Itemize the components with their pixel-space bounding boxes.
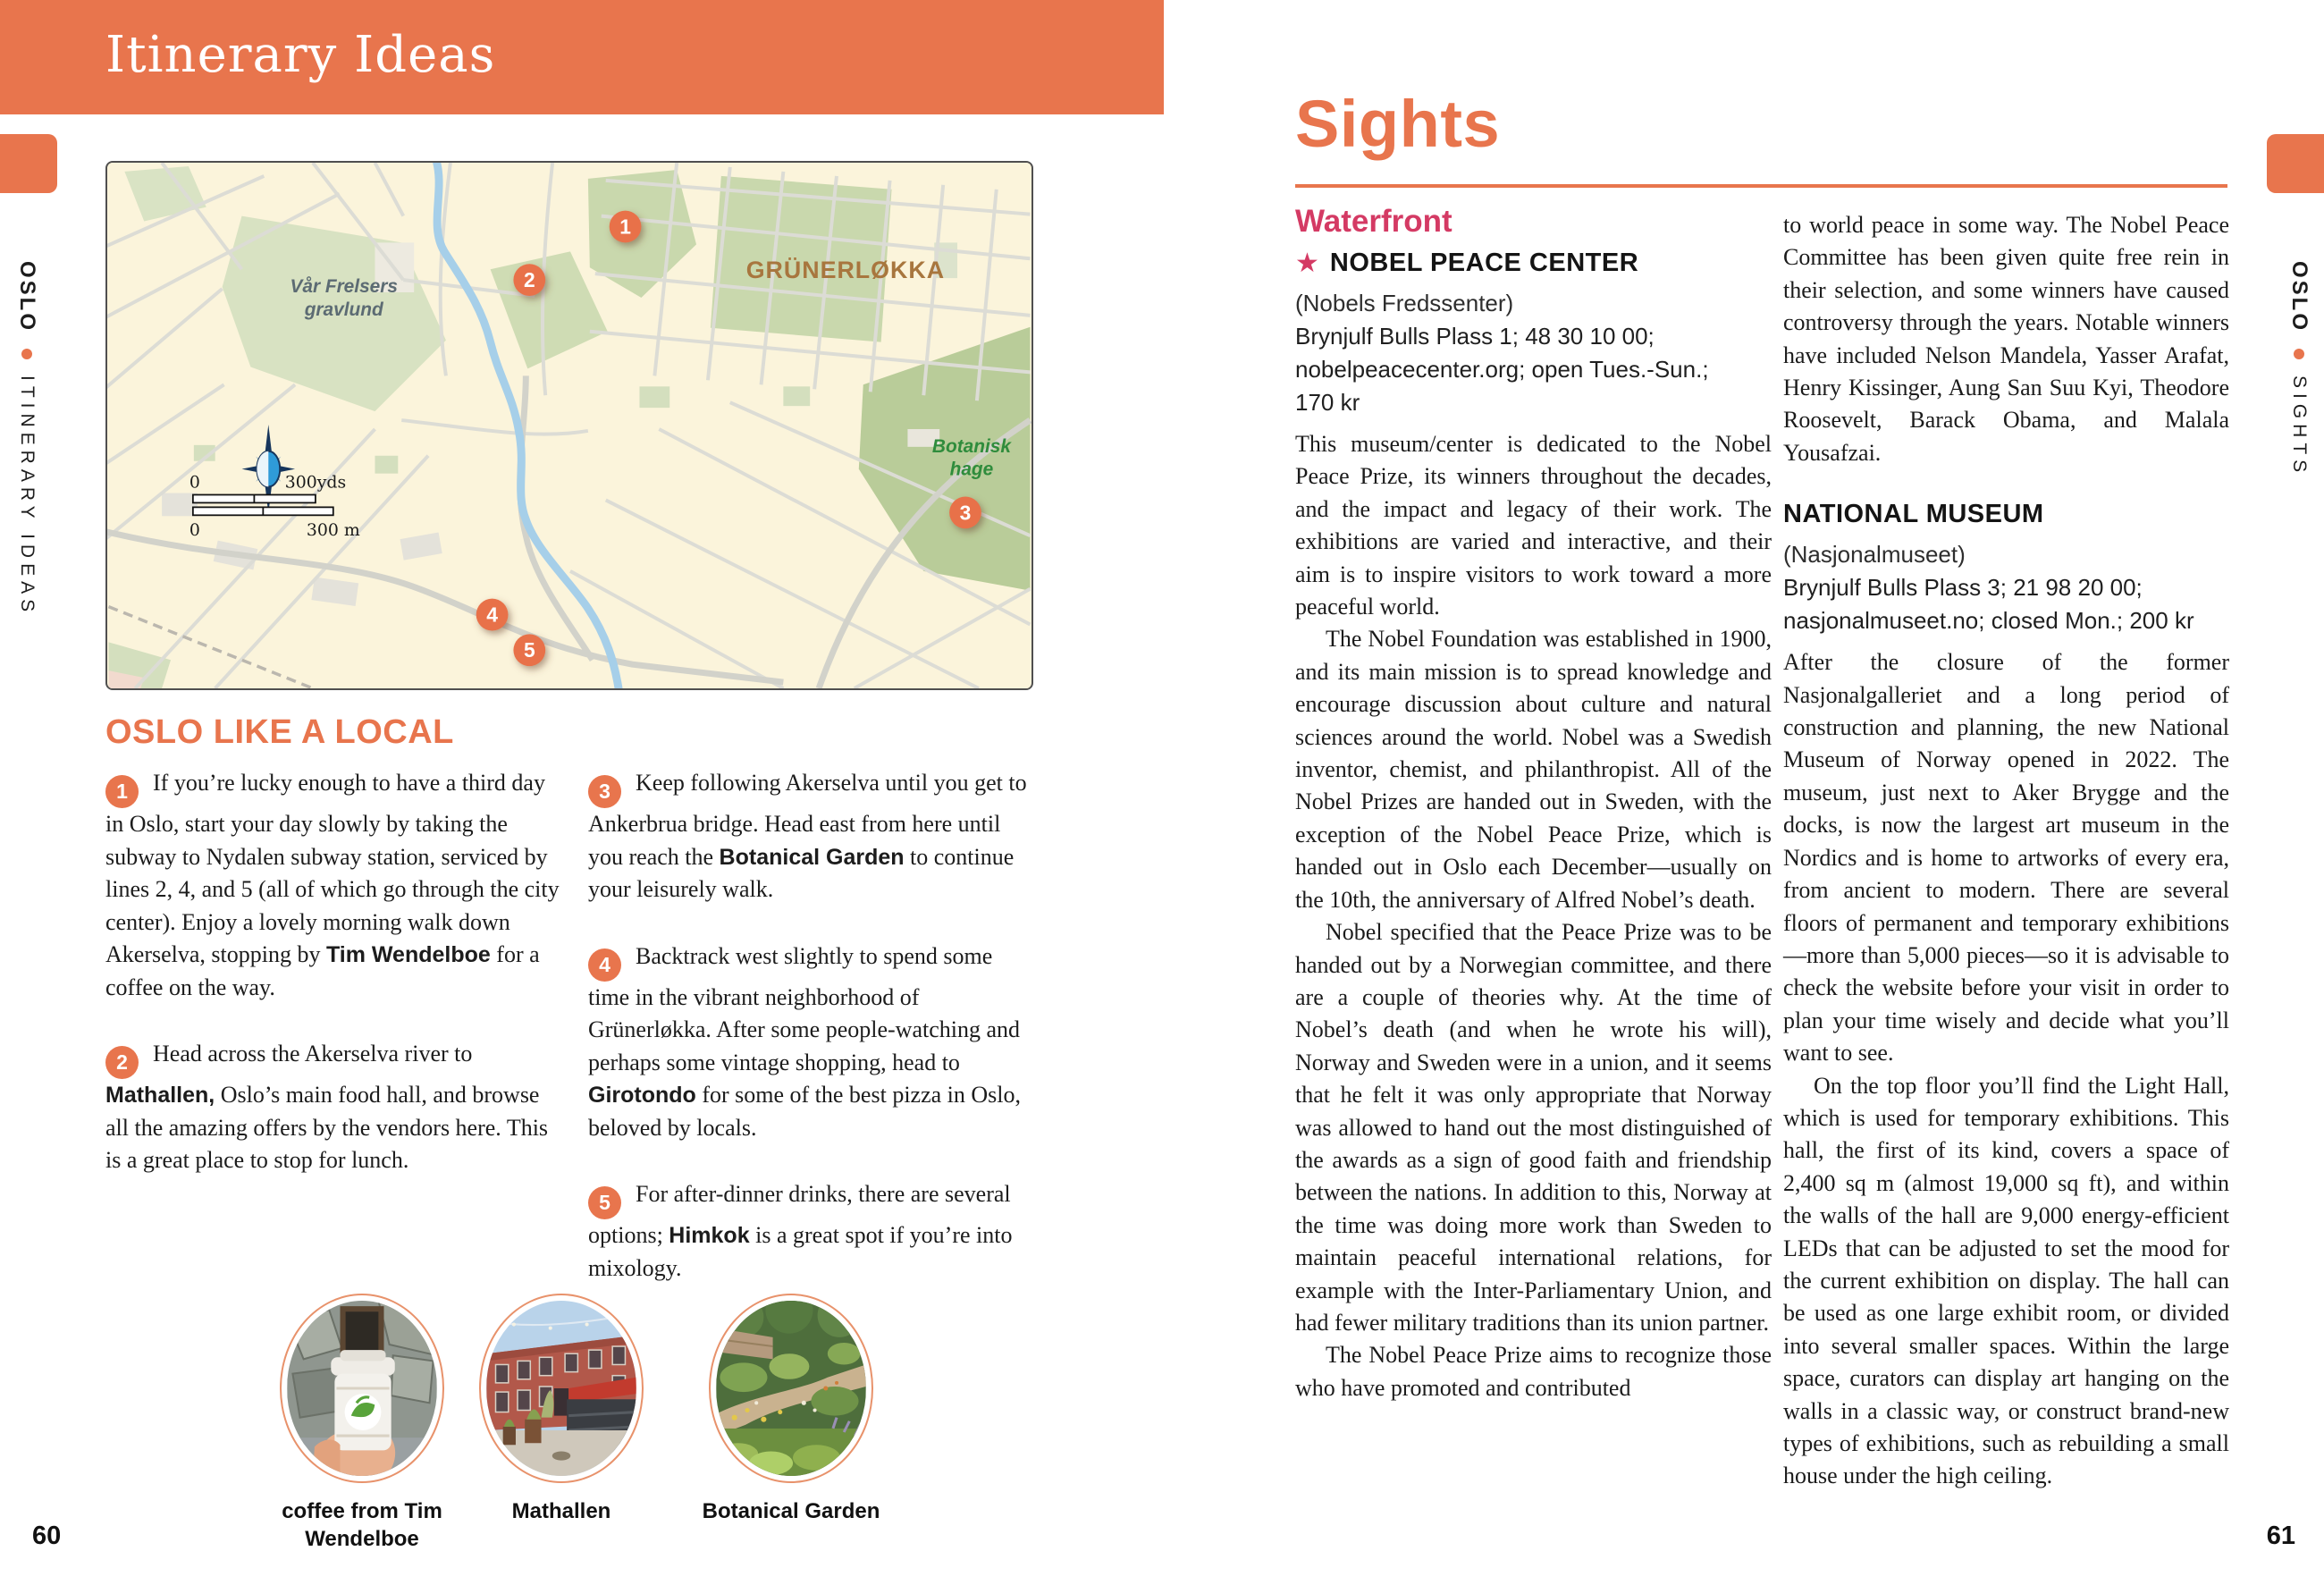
item-text: If you’re lucky enough to have a third day in Oslo, start your day slowly by taking the subway to Nydalen subway station, serviced by lines 2, 4, and 5 (all of which go through the city center). Enjoy a lovely morning walk down Akerselva, stopping by <box>105 770 560 967</box>
svg-text:300 m: 300 m <box>306 520 360 541</box>
item-number-badge: 4 <box>588 948 621 982</box>
page-number-left: 60 <box>32 1522 62 1550</box>
map-marker-5: 5 <box>523 638 535 662</box>
map-marker-4: 4 <box>486 603 498 627</box>
photo-coffee-tim-wendelboe <box>277 1294 447 1553</box>
itinerary-item <box>588 940 1035 1145</box>
itinerary-item <box>588 1178 1035 1285</box>
item-text: is a great spot if you’re into mixology. <box>588 1222 1013 1281</box>
area-heading-waterfront: Waterfront <box>1295 204 1452 239</box>
item-text: for some of the best pizza in Oslo, beloved by locals. <box>588 1082 1021 1141</box>
tab-separator-dot <box>2294 349 2304 359</box>
item-text: to continue your leisurely walk. <box>588 843 1015 902</box>
map-marker-1: 1 <box>619 215 631 239</box>
listing-body-text <box>1783 646 2229 1493</box>
right-edge-tab <box>2267 134 2324 193</box>
sights-title-rule <box>1295 184 2227 188</box>
item-text: For after-dinner drinks, there are several options; <box>588 1181 1011 1248</box>
listing-address-line: Brynjulf Bulls Plass 1; 48 30 10 00; <box>1295 323 1655 350</box>
left-side-tab-text <box>14 261 39 617</box>
listing-paragraph: On the top floor you’ll find the Light Hall, which is used for temporary exhibitions. This hall, the first of its kind, covers a space of 2,400 sq m (almost 19,000 sq ft), and within the walls of the hall are 9,000 energy-efficient LEDs that can be adjusted to set the mood for the current exhibition on display. The hall can be used as one large exhibit room, or divided into several smaller spaces. Within the large space, curators can display art hanging on the walls in a classic way, or construct brand-new types of exhibitions, such as rebuilding a small house under the high ceiling. <box>1783 1072 2229 1489</box>
item-number-badge: 2 <box>105 1046 139 1079</box>
place-name-bold: Botanical Garden <box>719 844 905 870</box>
item-text: Backtrack west slightly to spend some time in the vibrant neighborhood of Grünerløkka. After some people-watching and perhaps some vintage shopping, head to <box>588 942 1021 1075</box>
photo-ring <box>709 1294 873 1483</box>
page-number-right: 61 <box>2266 1522 2295 1550</box>
map-marker-2: 2 <box>523 268 535 292</box>
listing-native-name: (Nobels Fredssenter) <box>1295 290 1514 316</box>
page-title: Itinerary Ideas <box>105 25 496 84</box>
listing-national-museum <box>1783 500 2229 1493</box>
itinerary-item <box>105 767 560 1004</box>
item-text: Keep following Akerselva until you get to Ankerbrua bridge. Head east from here until you reach the <box>588 770 1027 870</box>
listing-body-text <box>1295 428 1772 1404</box>
listing-paragraph: Nobel specified that the Peace Prize was to be handed out by a Norwegian committee, and there are a couple of theories why. At the time of Nobel’s death (and when he wrote his will), Norway and Sweden were in a union, and it seems that he felt it was only appropriate that Norway was allowed to hand out the most distinguished of the awards as a sign of good faith and friendship between the nations. In addition to this, Norway at the time was doing more work than Sweden to maintain peaceful international relations, for example with the Inter-Parliamentary Union, and had fewer military traditions than its union partner. <box>1295 919 1772 1336</box>
itinerary-items-column-1 <box>105 767 560 1211</box>
item-number-badge: 5 <box>588 1186 621 1219</box>
svg-text:0: 0 <box>189 520 200 541</box>
item-number-badge: 3 <box>588 775 621 808</box>
listing-paragraph: The Nobel Foundation was established in 1900, and its main mission is to spread knowledge and encourage discussion about culture and natural sciences around the world. Nobel was a Swedish inventor, chemist, and philanthropist. All of the Nobel Prizes are handed out in Sweden, with the exception of the Nobel Peace Prize, which is handed out in Oslo each December—usually on the 10th, the anniversary of Alfred Nobel’s death. <box>1295 626 1772 913</box>
top-experience-star-icon: ★ <box>1295 248 1319 278</box>
svg-text:0: 0 <box>189 472 200 493</box>
sights-column-2 <box>1783 209 2229 1493</box>
map-canvas <box>107 163 1031 688</box>
listing-price-line: 170 kr <box>1295 389 1360 416</box>
tab-section-label: SIGHTS <box>2289 375 2310 478</box>
listing-name: NOBEL PEACE CENTER <box>1329 249 1639 277</box>
map-label-grunerlokka: GRÜNERLØKKA <box>745 257 946 284</box>
listing-website-line: nobelpeacecenter.org; open Tues.-Sun.; <box>1295 356 1709 383</box>
itinerary-item <box>105 1038 560 1177</box>
listing-info-block <box>1295 287 1772 419</box>
place-name-bold: Tim Wendelboe <box>325 942 491 967</box>
listing-name: NATIONAL MUSEUM <box>1783 500 2044 529</box>
photo-caption: coffee from Tim Wendelboe <box>282 1499 442 1551</box>
listing-nobel-peace-center <box>1295 249 1772 278</box>
svg-text:hage: hage <box>949 459 994 480</box>
photo-ring <box>280 1294 444 1483</box>
map-label-cemetery: Vår Frelsers <box>290 276 398 298</box>
photo-mathallen <box>476 1294 646 1525</box>
photo-caption: Mathallen <box>511 1499 611 1523</box>
photo-ring <box>479 1294 644 1483</box>
map-marker-3: 3 <box>959 501 972 525</box>
sights-column-1 <box>1295 204 1772 1404</box>
photo-image <box>716 1301 866 1476</box>
tab-region-label: OSLO <box>2287 261 2311 333</box>
map-label-botanisk-hage: Botanisk <box>931 435 1011 457</box>
item-text: Oslo’s main food hall, and browse all the amazing offers by the vendors here. This is a great place to stop for lunch. <box>105 1082 549 1173</box>
itinerary-map <box>105 161 1033 690</box>
listing-paragraph: The Nobel Peace Prize aims to recognize those who have promoted and contributed <box>1295 1342 1772 1401</box>
section-heading-oslo-like-a-local: OSLO LIKE A LOCAL <box>105 713 454 751</box>
listing-paragraph-continuation: to world peace in some way. The Nobel Peace Committee has been given quite free rein in their selection, and some winners have caused controversy through the years. Notable winners have included Nelson Mandela, Yasser Arafat, Henry Kissinger, Aung San Suu Kyi, Theodore Roosevelt, Barack Obama, and Malala Yousafzai. <box>1783 212 2229 466</box>
item-text: for a coffee on the way. <box>105 941 540 1000</box>
listing-address-line: Brynjulf Bulls Plass 3; 21 98 20 00; <box>1783 574 2143 602</box>
svg-text:300yds: 300yds <box>284 472 347 493</box>
itinerary-item <box>588 767 1035 906</box>
place-name-bold: Girotondo <box>588 1083 696 1108</box>
left-edge-tab <box>0 134 57 193</box>
photo-image <box>486 1301 636 1476</box>
place-name-bold: Mathallen, <box>105 1083 215 1108</box>
tab-separator-dot <box>21 349 32 359</box>
itinerary-ideas-banner <box>0 0 1164 114</box>
item-text: Head across the Akerselva river to <box>153 1041 473 1067</box>
sights-title: Sights <box>1295 87 1501 161</box>
itinerary-items-column-2 <box>588 767 1035 1319</box>
tab-region-label: OSLO <box>15 261 39 333</box>
listing-paragraph: After the closure of the former Nasjonalgalleriet and a long period of construction and planning, the new National Museum of Norway opened in 2022. The museum, just next to Aker Brygge and the docks, is now the largest art museum in the Nordics and is home to artworks of every era, from ancient to modern. There are several floors of permanent and temporary exhibitions—more than 5,000 pieces—so it is advisable to check the website before your visit in order to plan your time wisely and decide what you’ll want to see. <box>1783 649 2229 1067</box>
photo-caption: Botanical Garden <box>702 1499 880 1523</box>
photo-botanical-garden <box>702 1294 880 1525</box>
listing-paragraph: This museum/center is dedicated to the Nobel Peace Prize, its winners throughout the decades, and the impact and legacy of their work. The exhibitions are varied and interactive, and their aim is to inspire visitors to work toward a more peaceful world. <box>1295 431 1772 620</box>
listing-info-block <box>1783 538 2229 637</box>
photo-image <box>287 1301 437 1476</box>
item-number-badge: 1 <box>105 775 139 808</box>
place-name-bold: Himkok <box>669 1223 750 1248</box>
listing-native-name: (Nasjonalmuseet) <box>1783 541 1966 569</box>
listing-website-line: nasjonalmuseet.no; closed Mon.; 200 kr <box>1783 607 2194 635</box>
svg-text:gravlund: gravlund <box>304 299 383 320</box>
tab-section-label: ITINERARY IDEAS <box>17 375 38 618</box>
right-side-tab-text <box>2286 261 2311 477</box>
